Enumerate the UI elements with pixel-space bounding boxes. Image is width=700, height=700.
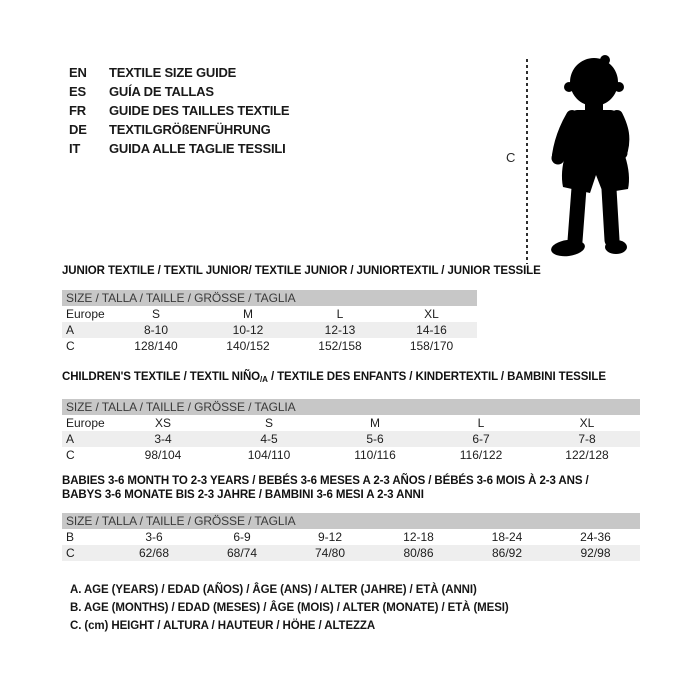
table-row — [62, 338, 477, 354]
childrens-textile-title — [62, 371, 640, 386]
language-row-fr — [69, 101, 289, 120]
age-cell: 8-10 — [110, 322, 202, 338]
size-cell: L — [336, 307, 344, 321]
toddler-silhouette-icon — [538, 54, 656, 262]
language-code: EN — [69, 65, 87, 80]
row-label: A — [62, 322, 110, 338]
language-title: GUIDE DES TAILLES TEXTILE — [109, 103, 290, 118]
language-title-list — [69, 63, 289, 158]
months-cell: 9-12 — [317, 530, 343, 544]
row-label: C — [66, 339, 75, 353]
height-cell: 158/170 — [409, 339, 454, 353]
language-title: GUIDA ALLE TAGLIE TESSILI — [109, 141, 286, 156]
title-line: BABYS 3-6 MONATE BIS 2-3 JAHRE / BAMBINI 3-6 MESI A 2-3 ANNI — [62, 489, 424, 501]
table-row — [62, 545, 640, 561]
table-header-row — [62, 290, 477, 306]
language-row-it — [69, 139, 289, 158]
language-code: DE — [69, 122, 87, 137]
size-cell: L — [477, 416, 485, 430]
height-cell: 74/80 — [286, 545, 374, 561]
height-dashed-line — [526, 59, 528, 264]
legend-line-c: C. (cm) HEIGHT / ALTURA / HAUTEUR / HÖHE / ALTEZZA — [70, 620, 376, 632]
size-header-label: SIZE / TALLA / TAILLE / GRÖSSE / TAGLIA — [62, 513, 640, 529]
height-cell: 92/98 — [551, 545, 640, 561]
height-cell: 128/140 — [134, 339, 178, 353]
language-code: FR — [69, 103, 86, 118]
age-cell: 12-13 — [294, 322, 386, 338]
title-subscript: /A — [260, 375, 268, 384]
title-line: BABIES 3-6 MONTH TO 2-3 YEARS / BEBÉS 3-6 MESES A 2-3 AÑOS / BÉBÉS 3-6 MOIS À 2-3 ANS / — [62, 475, 589, 487]
row-label: A — [62, 431, 110, 447]
language-code: ES — [69, 84, 86, 99]
junior-textile-section — [62, 265, 541, 354]
age-cell: 6-7 — [428, 431, 534, 447]
size-cell: XL — [579, 416, 595, 430]
size-cell: M — [243, 307, 253, 321]
row-label: C — [62, 545, 110, 561]
age-cell: 7-8 — [534, 431, 640, 447]
months-cell: 3-6 — [145, 530, 163, 544]
height-cell: 98/104 — [144, 448, 182, 462]
babies-textile-section — [62, 474, 640, 561]
age-cell: 4-5 — [216, 431, 322, 447]
row-label: B — [66, 530, 75, 544]
months-cell: 24-36 — [580, 530, 611, 544]
babies-textile-title — [62, 474, 640, 502]
legend-line-b: B. AGE (MONTHS) / EDAD (MESES) / ÂGE (MOIS) / ALTER (MONATE) / ETÀ (MESI) — [70, 602, 509, 614]
row-label: C — [66, 448, 75, 462]
table-row — [62, 322, 477, 338]
legend — [70, 581, 509, 635]
size-cell: S — [264, 416, 273, 430]
babies-size-table — [62, 513, 640, 561]
table-header-row — [62, 513, 640, 529]
table-header-row — [62, 399, 640, 415]
language-title: TEXTILE SIZE GUIDE — [109, 65, 237, 80]
age-cell: 5-6 — [322, 431, 428, 447]
language-code: IT — [69, 141, 81, 156]
table-row — [62, 431, 640, 447]
title-text: / TEXTILE DES ENFANTS / KINDERTEXTIL / BAMBINI TESSILE — [267, 371, 606, 383]
size-header-label: SIZE / TALLA / TAILLE / GRÖSSE / TAGLIA — [62, 399, 640, 415]
size-cell: XS — [154, 416, 171, 430]
language-row-de — [69, 120, 289, 139]
language-row-es — [69, 82, 289, 101]
childrens-textile-section — [62, 371, 640, 463]
legend-line-a: A. AGE (YEARS) / EDAD (AÑOS) / ÂGE (ANS) / ALTER (JAHRE) / ETÀ (ANNI) — [70, 584, 477, 596]
row-label: Europe — [66, 307, 105, 321]
row-label: Europe — [66, 416, 105, 430]
language-row-en — [69, 63, 289, 82]
table-row — [62, 306, 477, 322]
height-cell: 86/92 — [463, 545, 551, 561]
age-cell: 10-12 — [202, 322, 294, 338]
height-cell: 152/158 — [318, 339, 362, 353]
height-cell: 80/86 — [374, 545, 463, 561]
size-cell: M — [370, 416, 380, 430]
size-cell: XL — [424, 307, 439, 321]
height-cell: 140/152 — [226, 339, 270, 353]
table-row — [62, 447, 640, 463]
language-title: GUÍA DE TALLAS — [109, 84, 214, 99]
title-text: CHILDREN'S TEXTILE / TEXTIL NIÑO — [62, 371, 261, 383]
junior-textile-title: JUNIOR TEXTILE / TEXTIL JUNIOR/ TEXTILE JUNIOR / JUNIORTEXTIL / JUNIOR TESSILE — [62, 265, 541, 277]
table-row — [62, 415, 640, 431]
height-cell: 68/74 — [198, 545, 286, 561]
childrens-size-table — [62, 399, 640, 463]
size-cell: S — [151, 307, 160, 321]
language-title: TEXTILGRÖßENFÜHRUNG — [109, 122, 271, 137]
toddler-figure — [500, 52, 660, 266]
months-cell: 18-24 — [491, 530, 523, 544]
months-cell: 12-18 — [403, 530, 434, 544]
age-cell: 14-16 — [386, 322, 477, 338]
height-cell: 104/110 — [247, 448, 291, 462]
junior-size-table — [62, 290, 477, 354]
age-cell: 3-4 — [110, 431, 216, 447]
months-cell: 6-9 — [233, 530, 251, 544]
table-row — [62, 529, 640, 545]
height-cell: 62/68 — [110, 545, 198, 561]
height-cell: 122/128 — [565, 448, 609, 462]
height-marker-label: C — [506, 150, 516, 165]
height-cell: 116/122 — [459, 448, 503, 462]
height-cell: 110/116 — [354, 448, 396, 462]
size-header-label: SIZE / TALLA / TAILLE / GRÖSSE / TAGLIA — [62, 290, 477, 306]
